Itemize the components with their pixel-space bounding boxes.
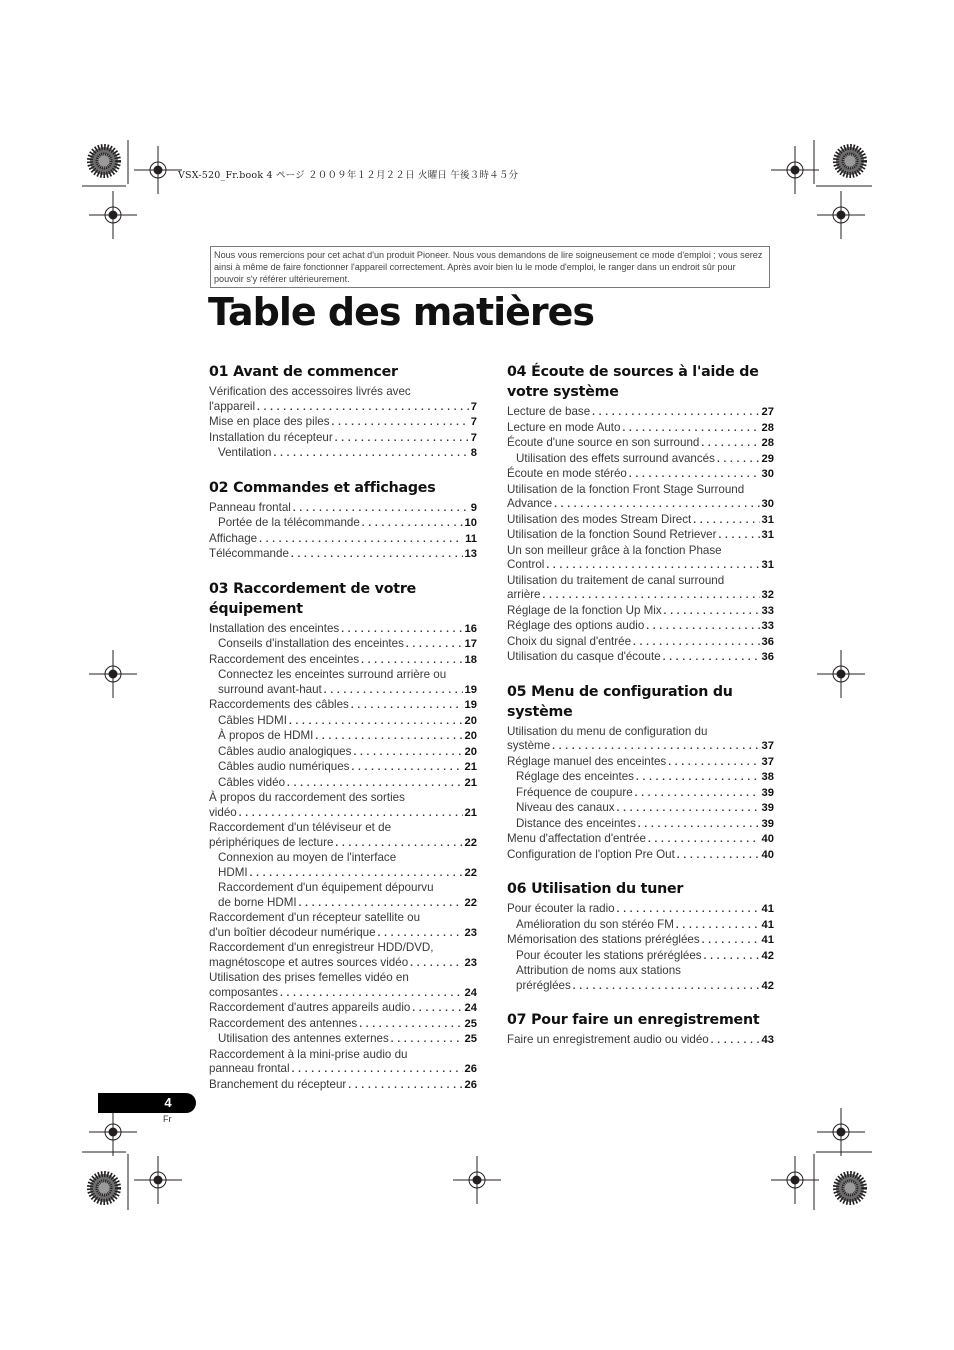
dot-leader: [554, 497, 759, 513]
toc-entry-label-line: Un son meilleur grâce à la fonction Phase: [507, 543, 722, 557]
toc-page-number: 10: [464, 517, 477, 529]
toc-entry-label-line: Utilisation de la fonction Front Stage Surround: [507, 482, 745, 496]
toc-page-number: 43: [761, 1034, 774, 1046]
toc-page-number: 40: [761, 833, 774, 845]
dot-leader: [280, 986, 463, 1002]
toc-entry-label: Conseils d'installation des enceintes: [218, 637, 404, 650]
dot-leader: [711, 1033, 760, 1049]
toc-page-number: 42: [761, 979, 774, 992]
dot-leader: [573, 979, 760, 995]
toc-column-right: [507, 362, 774, 1065]
dot-leader: [546, 558, 759, 574]
toc-entry[interactable]: [209, 1032, 477, 1048]
starburst-target-icon: [836, 147, 864, 175]
toc-page-number: 21: [464, 806, 477, 819]
toc-page-number: 23: [464, 956, 477, 969]
toc-page-number: 36: [761, 635, 774, 648]
registration-mark-icon: [89, 1108, 137, 1156]
toc-entry[interactable]: [209, 501, 477, 517]
dot-leader: [629, 467, 760, 483]
toc-entry[interactable]: [507, 817, 774, 833]
toc-entry[interactable]: [507, 528, 774, 544]
dot-leader: [324, 683, 463, 699]
dot-leader: [668, 755, 759, 771]
toc-page-number: 31: [761, 513, 774, 526]
toc-entry-label: Configuration de l'option Pre Out: [507, 847, 675, 861]
toc-entry-label: Utilisation des antennes externes: [218, 1032, 389, 1045]
toc-entry-label: Installation des enceintes: [209, 621, 340, 635]
toc-entry[interactable]: [209, 547, 477, 563]
section-heading: 07 Pour faire un enregistrement: [507, 1012, 760, 1028]
toc-entry[interactable]: [507, 635, 774, 651]
toc-entry[interactable]: [507, 405, 774, 421]
toc-entry[interactable]: [209, 446, 477, 462]
toc-page-number: 24: [464, 986, 477, 999]
toc-entry[interactable]: [507, 933, 774, 949]
dot-leader: [702, 933, 760, 949]
toc-entry-label: Utilisation de la fonction Sound Retriever: [507, 528, 717, 541]
toc-entry-label: arrière: [507, 588, 541, 601]
toc-entry[interactable]: [209, 881, 477, 911]
toc-entry-label: l'appareil: [209, 399, 256, 413]
toc-entry-label: Écoute d'une source en son surround: [507, 436, 700, 449]
section-heading: 05 Menu de configuration du système: [507, 683, 733, 720]
dot-leader: [677, 848, 760, 864]
dot-leader: [315, 729, 462, 745]
page-title: Table des matières: [208, 290, 595, 334]
toc-entry[interactable]: [209, 431, 477, 447]
dot-leader: [543, 588, 760, 604]
toc-entry-label: Mémorisation des stations préréglées: [507, 933, 700, 946]
toc-entry[interactable]: [209, 941, 477, 971]
dot-leader: [299, 896, 463, 912]
dot-leader: [332, 415, 469, 431]
dot-leader: [718, 528, 759, 544]
toc-page-number: 27: [761, 406, 774, 418]
registration-mark-icon: [89, 191, 137, 239]
toc-entry-label: panneau frontal: [209, 1062, 290, 1075]
toc-page-number: 33: [761, 604, 774, 617]
dot-leader: [592, 405, 759, 421]
toc-entry[interactable]: [209, 1017, 477, 1033]
dot-leader: [335, 836, 462, 852]
toc-entry[interactable]: [507, 1033, 774, 1049]
toc-entry-label: Mise en place des piles: [209, 415, 330, 428]
dot-leader: [406, 637, 463, 653]
toc-entry[interactable]: [507, 513, 774, 529]
toc-entry-label: Réglage des options audio: [507, 619, 645, 632]
toc-page-number: 7: [470, 431, 477, 444]
toc-entry[interactable]: [209, 1078, 477, 1094]
toc-entry-label: Panneau frontal: [209, 500, 291, 514]
toc-entry-label: Câbles HDMI: [218, 713, 287, 727]
toc-page-number: 41: [761, 903, 774, 915]
toc-entry-label: Réglage de la fonction Up Mix: [507, 603, 662, 617]
starburst-target-icon: [836, 1174, 864, 1202]
section-heading: 03 Raccordement de votre équipement: [209, 580, 417, 617]
toc-entry[interactable]: [209, 791, 477, 821]
toc-entry-label-line: Utilisation du traitement de canal surround: [507, 573, 725, 587]
toc-entry-label: À propos de HDMI: [218, 729, 314, 742]
toc-entry[interactable]: [209, 653, 477, 669]
dot-leader: [636, 770, 760, 786]
page-number-tab: [98, 1093, 196, 1113]
toc-entry-label-line: Attribution de noms aux stations: [516, 964, 681, 977]
section-heading: 01 Avant de commencer: [209, 364, 398, 380]
toc-page-number: 23: [464, 926, 477, 939]
toc-entry[interactable]: [507, 832, 774, 848]
toc-page-number: 30: [761, 498, 774, 510]
dot-leader: [293, 501, 469, 517]
toc-entry-label: Niveau des canaux: [516, 801, 615, 814]
toc-entry-label: Raccordements des câbles: [209, 698, 349, 711]
toc-entry[interactable]: [507, 452, 774, 468]
section-heading: 02 Commandes et affichages: [209, 479, 436, 496]
toc-page-number: 26: [464, 1078, 477, 1091]
toc-entry[interactable]: [209, 1001, 477, 1017]
dot-leader: [362, 516, 463, 532]
dot-leader: [335, 431, 469, 447]
toc-page-number: 41: [761, 918, 774, 931]
toc-page-number: 42: [761, 949, 774, 962]
toc-entry-label: Câbles vidéo: [218, 775, 286, 789]
toc-entry-label: Réglage manuel des enceintes: [507, 754, 667, 768]
toc-entry-label: Câbles audio analogiques: [218, 744, 352, 758]
toc-entry[interactable]: [209, 622, 477, 638]
registration-mark-icon: [817, 191, 865, 239]
registration-mark-icon: [771, 1156, 819, 1204]
dot-leader: [704, 949, 760, 965]
toc-page-number: 18: [464, 653, 477, 666]
toc-entry[interactable]: [209, 776, 477, 792]
toc-entry[interactable]: [209, 668, 477, 698]
toc-page-number: 24: [464, 1002, 477, 1014]
toc-entry-label: Utilisation du casque d'écoute: [507, 650, 661, 663]
toc-entry-label: Distance des enceintes: [516, 816, 636, 830]
toc-entry-label: Branchement du récepteur: [209, 1077, 347, 1091]
toc-entry-label: vidéo: [209, 805, 237, 819]
section-heading: 04 Écoute de sources à l'aide de votre système: [507, 364, 759, 400]
dot-leader: [351, 698, 463, 714]
toc-entry[interactable]: [507, 918, 774, 934]
dot-leader: [341, 622, 462, 638]
registration-mark-icon: [453, 1156, 501, 1204]
toc-entry-label: Portée de la télécommande: [218, 516, 360, 529]
dot-leader: [259, 532, 463, 548]
toc-entry[interactable]: [507, 801, 774, 817]
dot-leader: [353, 745, 462, 761]
dot-leader: [412, 1001, 462, 1017]
toc-entry-label: magnétoscope et autres sources vidéo: [209, 955, 409, 969]
toc-page-number: 38: [761, 771, 774, 783]
toc-page-number: 39: [761, 786, 774, 799]
toc-entry-label: surround avant-haut: [218, 682, 322, 696]
toc-page-number: 20: [464, 730, 477, 742]
toc-entry-label: Lecture de base: [507, 405, 591, 418]
toc-page-number: 11: [465, 532, 477, 545]
dot-leader: [701, 436, 759, 452]
dot-leader: [648, 832, 760, 848]
toc-entry[interactable]: [507, 604, 774, 620]
toc-page-number: 13: [464, 548, 477, 560]
page-number: 4: [164, 1095, 172, 1110]
toc-entry[interactable]: [507, 725, 774, 755]
toc-entry[interactable]: [209, 1048, 477, 1078]
toc-entry-label: de borne HDMI: [218, 895, 297, 909]
toc-entry[interactable]: [209, 698, 477, 714]
dot-leader: [617, 801, 760, 817]
toc-page-number: 29: [761, 452, 774, 465]
toc-page-number: 25: [464, 1017, 477, 1030]
dot-leader: [717, 452, 760, 468]
dot-leader: [622, 421, 759, 437]
toc-page-number: 9: [470, 501, 477, 514]
starburst-target-icon: [90, 1174, 118, 1202]
toc-page-number: 16: [464, 622, 477, 635]
toc-entry[interactable]: [209, 714, 477, 730]
toc-entry-label-line: Raccordement d'un enregistreur HDD/DVD,: [209, 941, 434, 954]
toc-entry[interactable]: [507, 483, 774, 513]
toc-page-number: 32: [761, 589, 774, 601]
toc-entry[interactable]: [209, 911, 477, 941]
toc-entry-label-line: Connectez les enceintes surround arrière ou: [218, 668, 447, 681]
toc-entry[interactable]: [507, 755, 774, 771]
toc-page-number: 31: [761, 559, 774, 571]
toc-entry[interactable]: [507, 949, 774, 965]
toc-page-number: 31: [761, 529, 774, 541]
dot-leader: [361, 653, 462, 669]
toc-section: [507, 1010, 774, 1049]
registration-mark-icon: [817, 1108, 865, 1156]
registration-mark-icon: [134, 146, 182, 194]
dot-leader: [633, 635, 760, 651]
starburst-target-icon: [90, 147, 118, 175]
toc-entry-label: Pour écouter la radio: [507, 902, 615, 915]
toc-entry-label-line: Raccordement d'un récepteur satellite ou: [209, 911, 421, 924]
toc-entry-label: Installation du récepteur: [209, 430, 333, 444]
dot-leader: [239, 806, 463, 822]
toc-entry[interactable]: [209, 729, 477, 745]
dot-leader: [552, 739, 759, 755]
toc-page-number: 41: [761, 934, 774, 946]
dot-leader: [378, 926, 463, 942]
dot-leader: [287, 776, 463, 792]
dot-leader: [410, 956, 462, 972]
toc-page-number: 7: [470, 416, 477, 428]
dot-leader: [676, 918, 760, 934]
toc-entry-label-line: À propos du raccordement des sorties: [209, 791, 405, 804]
toc-page-number: 36: [761, 651, 774, 663]
toc-entry-label: préréglées: [516, 978, 571, 992]
dot-leader: [274, 446, 469, 462]
toc-page-number: 37: [761, 755, 774, 768]
toc-page-number: 39: [761, 802, 774, 814]
toc-entry[interactable]: [209, 971, 477, 1001]
toc-entry[interactable]: [507, 770, 774, 786]
toc-entry-label: Utilisation des effets surround avancés: [516, 451, 715, 465]
toc-page-number: 20: [464, 714, 477, 727]
toc-entry-label: Faire un enregistrement audio ou vidéo: [507, 1033, 709, 1046]
dot-leader: [646, 619, 759, 635]
toc-entry[interactable]: [209, 415, 477, 431]
toc-section: [507, 879, 774, 994]
toc-page-number: 28: [761, 437, 774, 449]
toc-page-number: 19: [464, 699, 477, 711]
toc-page-number: 26: [464, 1063, 477, 1075]
toc-entry-label: système: [507, 739, 551, 752]
toc-page-number: 33: [761, 620, 774, 632]
intro-notice: Nous vous remercions pour cet achat d'un produit Pioneer. Nous vous demandons de lire soigneusement ce mode d'emploi ; vous serez ainsi à même de faire fonctionner l'appareil correctement. Après avoir bien lu le mode d'emploi, le ranger dans un endroit sûr pour pouvoir s'y référer ultérieurement.: [210, 246, 770, 288]
toc-page-number: 19: [464, 683, 477, 696]
toc-entry[interactable]: [507, 619, 774, 635]
toc-entry[interactable]: [507, 902, 774, 918]
toc-entry-label: Écoute en mode stéréo: [507, 467, 627, 480]
toc-entry-label: Choix du signal d'entrée: [507, 634, 632, 648]
registration-mark-icon: [89, 650, 137, 698]
toc-section: [507, 362, 774, 666]
toc-entry-label: Raccordement des enceintes: [209, 652, 360, 666]
toc-entry-label-line: Raccordement d'un équipement dépourvu: [218, 881, 434, 894]
toc-entry-label: Télécommande: [209, 547, 289, 560]
toc-page-number: 30: [761, 468, 774, 480]
toc-entry-label: Raccordement des antennes: [209, 1016, 358, 1030]
toc-entry-label-line: Connexion au moyen de l'interface: [218, 851, 397, 864]
toc-entry-label-line: Raccordement à la mini-prise audio du: [209, 1047, 408, 1061]
toc-entry-label: Câbles audio numériques: [218, 760, 350, 773]
toc-page-number: 22: [464, 866, 477, 879]
toc-entry-label: périphériques de lecture: [209, 835, 334, 849]
dot-leader: [638, 817, 760, 833]
dot-leader: [250, 866, 463, 882]
toc-page-number: 7: [470, 400, 477, 413]
toc-entry-label-line: Vérification des accessoires livrés avec: [209, 385, 411, 398]
toc-entry[interactable]: [507, 574, 774, 604]
toc-entry-label: Raccordement d'autres appareils audio: [209, 1001, 411, 1014]
toc-entry[interactable]: [507, 421, 774, 437]
toc-entry-label: Menu d'affectation d'entrée: [507, 832, 646, 845]
toc-entry[interactable]: [209, 851, 477, 881]
toc-entry[interactable]: [507, 786, 774, 802]
toc-entry[interactable]: [209, 760, 477, 776]
toc-entry-label: Affichage: [209, 531, 258, 545]
toc-entry[interactable]: [209, 745, 477, 761]
toc-section: [209, 579, 477, 1094]
registration-mark-icon: [134, 1156, 182, 1204]
toc-column-left: [209, 362, 477, 1109]
toc-entry[interactable]: [209, 821, 477, 851]
toc-entry[interactable]: [209, 532, 477, 548]
toc-entry[interactable]: [209, 516, 477, 532]
toc-page-number: 39: [761, 817, 774, 830]
toc-entry-label: Control: [507, 558, 545, 571]
toc-page-number: 28: [761, 421, 774, 434]
toc-entry-label: Pour écouter les stations préréglées: [516, 948, 702, 962]
toc-entry[interactable]: [209, 637, 477, 653]
toc-page-number: 20: [464, 745, 477, 758]
print-header: VSX-520_Fr.book 4 ページ ２００９年１２月２２日 火曜日 午後３時４５分: [178, 170, 519, 181]
toc-page-number: 21: [464, 761, 477, 773]
toc-page-number: 37: [761, 740, 774, 752]
dot-leader: [351, 760, 462, 776]
toc-entry-label: Ventilation: [218, 446, 272, 459]
toc-page-number: 8: [470, 447, 477, 459]
dot-leader: [292, 1062, 463, 1078]
toc-entry-label-line: Raccordement d'un téléviseur et de: [209, 821, 392, 834]
toc-entry-label: Fréquence de coupure: [516, 785, 633, 799]
toc-entry-label: d'un boîtier décodeur numérique: [209, 925, 376, 939]
toc-page-number: 22: [464, 896, 477, 909]
dot-leader: [289, 714, 463, 730]
toc-entry-label-line: Utilisation des prises femelles vidéo en: [209, 971, 409, 984]
toc-entry-label-line: Utilisation du menu de configuration du: [507, 724, 708, 738]
dot-leader: [391, 1032, 463, 1048]
toc-page-number: 17: [464, 638, 477, 650]
toc-section: [209, 362, 477, 462]
toc-entry-label: Lecture en mode Auto: [507, 420, 621, 434]
toc-entry[interactable]: [507, 467, 774, 483]
registration-mark-icon: [771, 146, 819, 194]
toc-entry-label: Amélioration du son stéréo FM: [516, 917, 674, 931]
toc-section: [209, 478, 477, 563]
dot-leader: [257, 400, 469, 416]
dot-leader: [348, 1078, 462, 1094]
dot-leader: [617, 902, 760, 918]
toc-page-number: 21: [464, 776, 477, 789]
toc-section: [507, 682, 774, 864]
section-heading: 06 Utilisation du tuner: [507, 881, 684, 897]
toc-entry-label: Réglage des enceintes: [516, 770, 634, 783]
toc-entry[interactable]: [507, 650, 774, 666]
toc-entry-label: Advance: [507, 497, 553, 510]
dot-leader: [663, 650, 760, 666]
toc-entry[interactable]: [507, 964, 774, 994]
toc-entry[interactable]: [507, 848, 774, 864]
toc-page-number: 25: [464, 1033, 477, 1045]
dot-leader: [693, 513, 759, 529]
dot-leader: [664, 604, 760, 620]
toc-entry[interactable]: [507, 544, 774, 574]
dot-leader: [359, 1017, 462, 1033]
dot-leader: [635, 786, 760, 802]
toc-page-number: 22: [464, 836, 477, 849]
toc-entry-label: Utilisation des modes Stream Direct: [507, 512, 692, 526]
toc-entry-label: composantes: [209, 985, 278, 999]
registration-mark-icon: [817, 650, 865, 698]
page-language: Fr: [163, 1114, 172, 1124]
toc-entry[interactable]: [209, 385, 477, 415]
dot-leader: [291, 547, 463, 563]
toc-page-number: 40: [761, 848, 774, 861]
toc-entry[interactable]: [507, 436, 774, 452]
toc-entry-label: HDMI: [218, 865, 248, 879]
